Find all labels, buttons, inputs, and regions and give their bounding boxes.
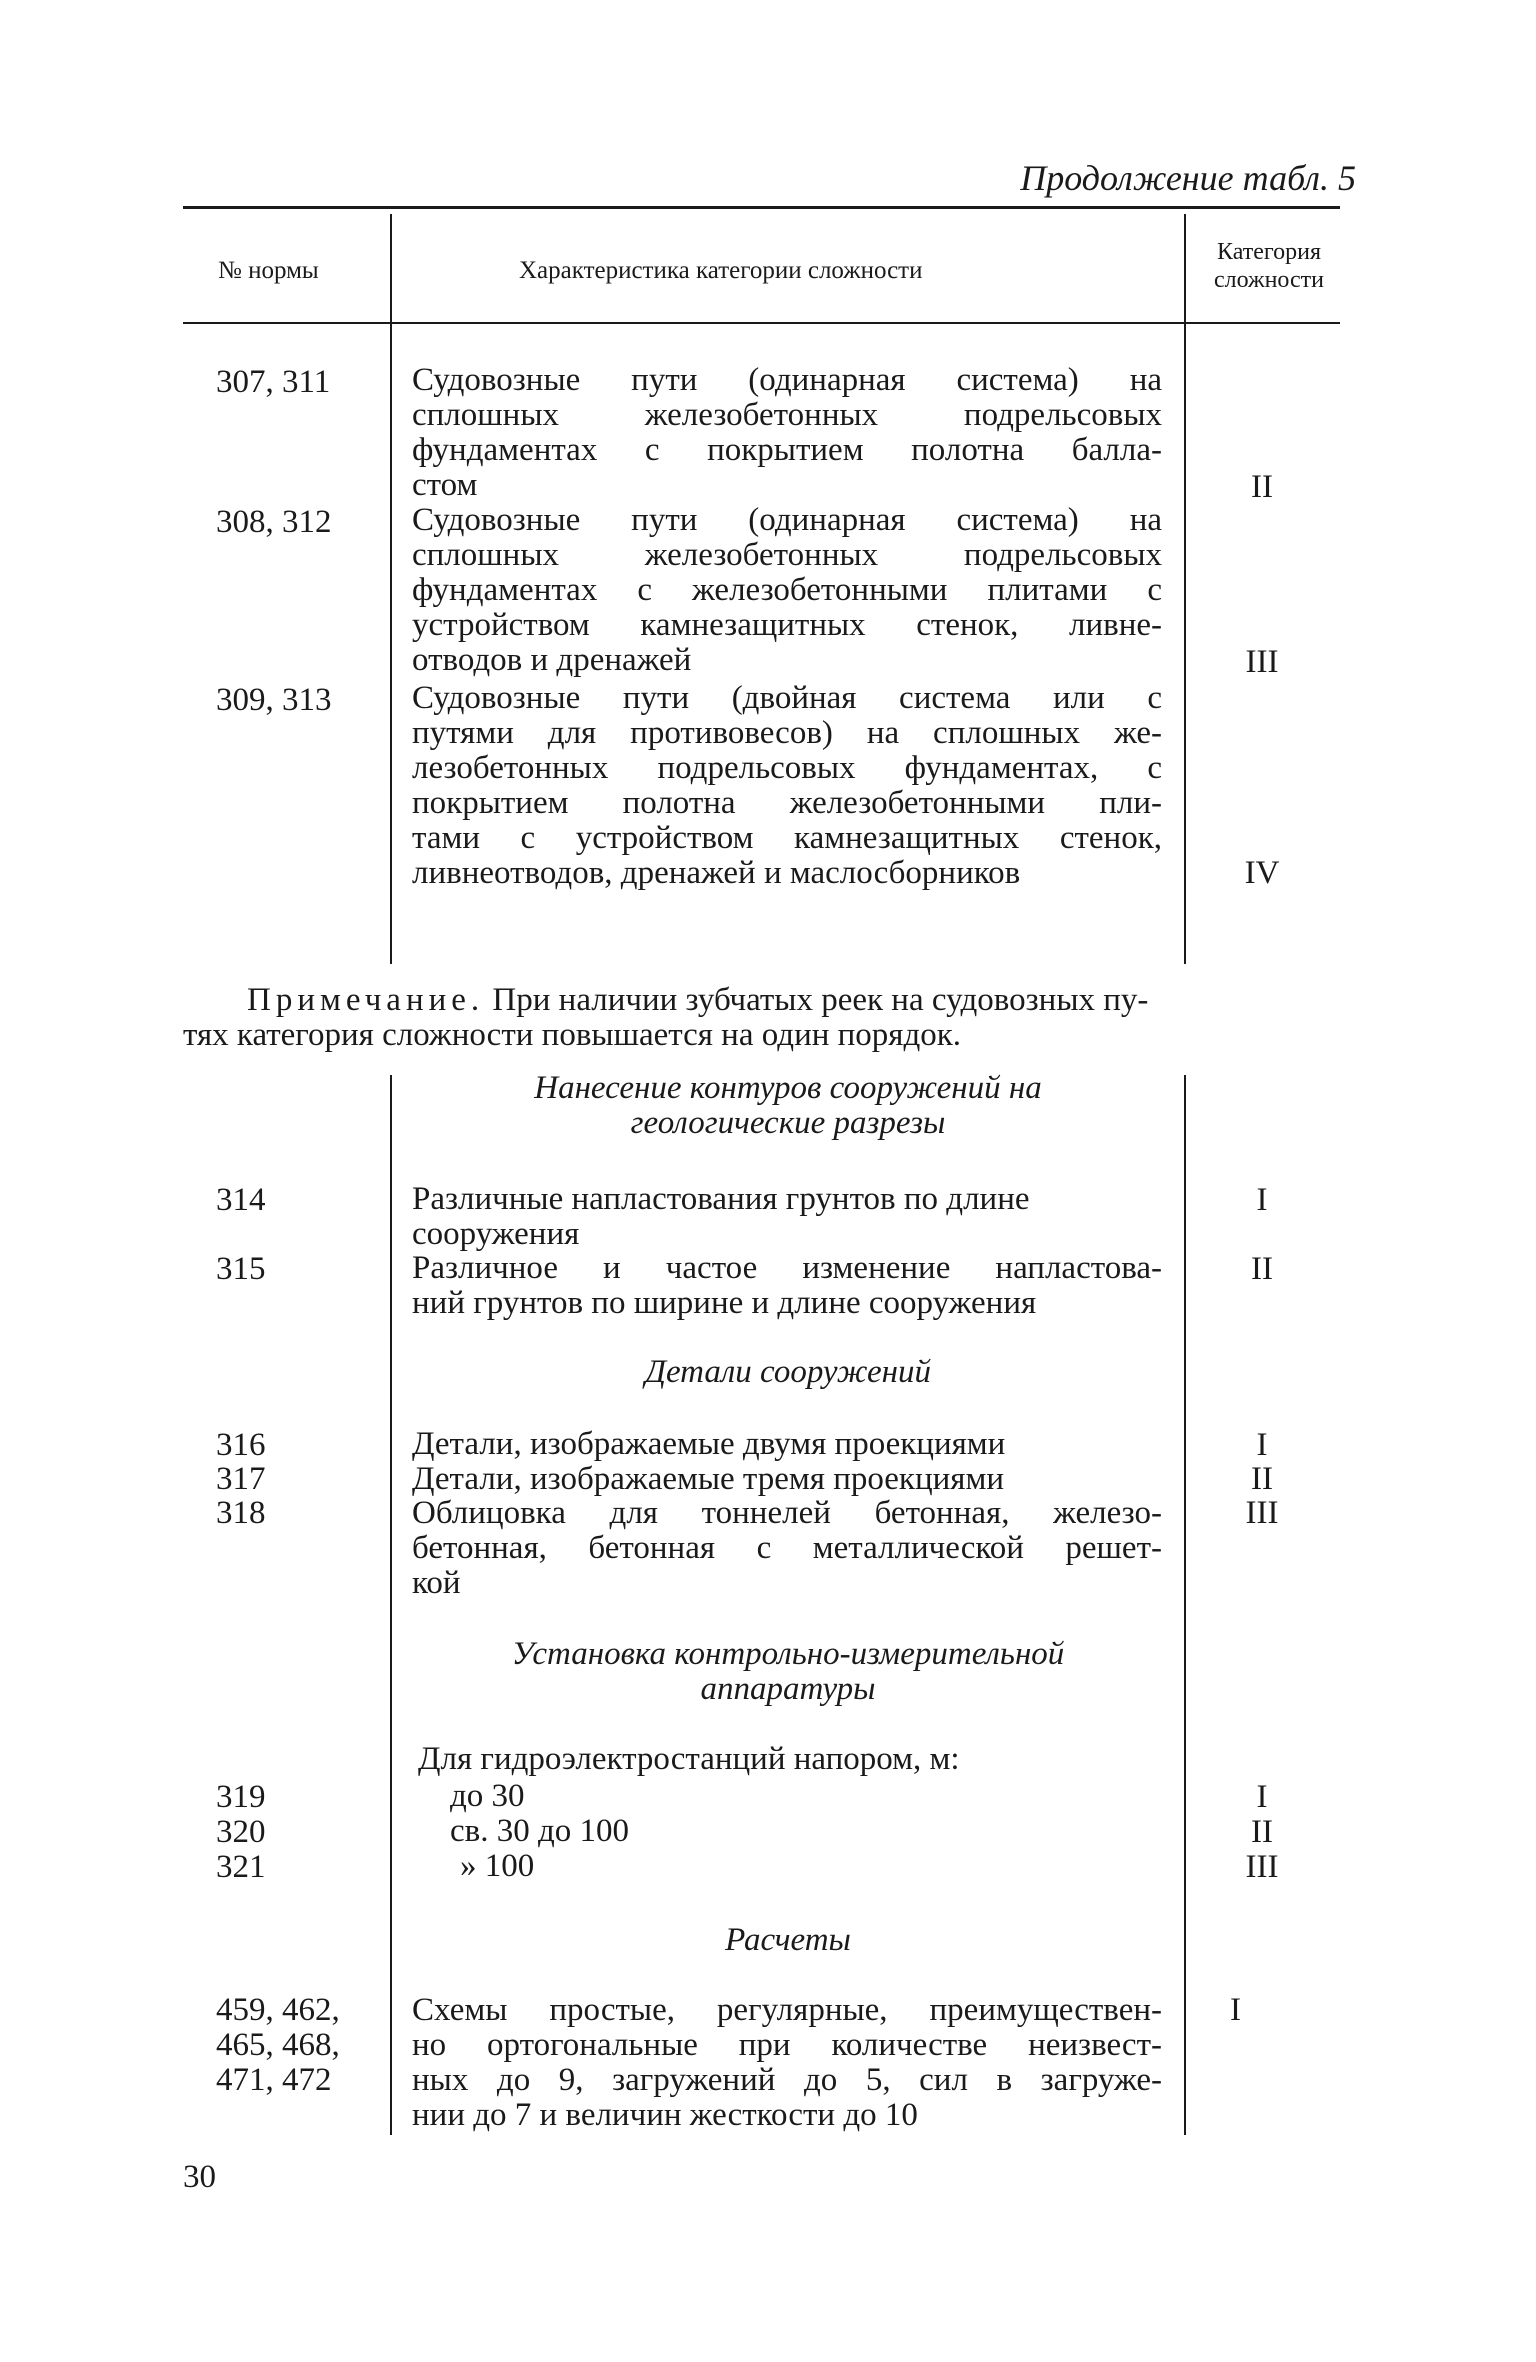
category-cell: III [1245,1849,1279,1885]
section-heading-calculations: Расчеты [725,1922,851,1958]
norm-cell: 317 [216,1461,266,1497]
category-cell: I [1256,1182,1268,1218]
norm-line: 465, 468, [216,2027,340,2063]
section-heading-line: Нанесение контуров сооружений на [534,1070,1042,1106]
desc-line: тами с устройством камнезащитных стенок, [412,820,1162,856]
category-cell: II [1251,1251,1273,1287]
norm-line: 471, 472 [216,2062,332,2098]
block2-left-rule [390,1075,392,2135]
header-category [1198,238,1340,294]
norm-cell: 309, 313 [216,682,332,718]
header-characteristic: Характеристика категории сложности [519,257,923,284]
desc-cell: до 30 [450,1778,525,1814]
page-number: 30 [183,2159,216,2195]
desc-line: покрытием полотна железобетонными пли- [412,785,1162,821]
norm-line: 459, 462, [216,1992,340,2028]
desc-line: нии до 7 и величин жесткости до 10 [412,2097,918,2133]
desc-line: сооружения [412,1216,580,1252]
desc-cell [412,1182,1162,1252]
header-category-line1: Категория [1217,239,1321,265]
table-caption: Продолжение табл. 5 [1020,158,1356,198]
desc-line: бетонная, бетонная с металлической решет- [412,1530,1162,1566]
category-cell: III [1245,644,1279,680]
norm-cell: 307, 311 [216,364,331,400]
desc-cell [412,1496,1162,1601]
desc-line: ний грунтов по ширине и длине сооружения [412,1285,1037,1321]
category-cell: IV [1244,855,1280,891]
desc-line: Судовозные пути (одинарная система) на [412,362,1162,398]
desc-line: но ортогональные при количестве неизвест- [412,2027,1162,2063]
norm-cell: 315 [216,1251,266,1287]
block1-right-rule [1184,214,1186,964]
desc-line: Различные напластования грунтов по длине [412,1181,1030,1217]
norm-cell: 320 [216,1814,266,1850]
norm-cell: 316 [216,1427,266,1463]
desc-line: ных до 9, загружений до 5, сил в загруже- [412,2062,1162,2098]
note-text: При наличии зубчатых реек на судовозных пу- [484,982,1149,1018]
category-cell: II [1251,469,1273,505]
desc-cell [412,363,1162,503]
desc-line: отводов и дренажей [412,642,692,678]
desc-line: Судовозные пути (одинарная система) на [412,502,1162,538]
desc-cell: Детали, изображаемые двумя проекциями [412,1426,1006,1462]
header-category-line2: сложности [1213,267,1325,293]
category-cell: I [1230,1992,1241,2028]
desc-cell: » 100 [460,1848,535,1884]
section-heading-instruments [392,1637,1184,1707]
section-heading-line: геологические разрезы [630,1105,946,1141]
intro-line: Для гидроэлектростанций напором, м: [418,1741,960,1777]
desc-cell [412,681,1162,891]
desc-line: устройством камнезащитных стенок, ливне- [412,607,1162,643]
desc-line: сплошных железобетонных подрельсовых [412,537,1162,573]
category-cell: I [1256,1427,1268,1463]
norm-cell: 314 [216,1182,266,1218]
desc-line: Судовозные пути (двойная система или с [412,680,1162,716]
note-label: Примечание. [247,982,485,1018]
desc-line: ливнеотводов, дренажей и маслосборников [412,855,1021,891]
desc-line: кой [412,1565,461,1601]
category-cell: II [1251,1461,1273,1497]
category-cell: II [1251,1814,1273,1850]
desc-line: сплошных железобетонных подрельсовых [412,397,1162,433]
desc-line: фундаментах с покрытием полотна балла- [412,432,1162,468]
block1-left-rule [390,214,392,964]
desc-line: стом [412,467,478,503]
section-heading-line: Установка контрольно-измерительной [511,1636,1065,1672]
note [247,983,1148,1018]
section-heading-line: аппаратуры [700,1671,876,1707]
desc-line: путями для противовесов) на сплошных же- [412,715,1162,751]
desc-cell: Детали, изображаемые тремя проекциями [412,1461,1005,1497]
header-top-rule [183,206,1340,209]
desc-cell [412,1993,1162,2133]
section-heading-details: Детали сооружений [644,1354,932,1390]
desc-cell: св. 30 до 100 [450,1813,630,1849]
category-cell: I [1256,1779,1268,1815]
block2-right-rule [1184,1075,1186,2135]
desc-line: Различное и частое изменение напластова- [412,1250,1162,1286]
norm-cell [216,1993,340,2098]
norm-cell: 319 [216,1779,266,1815]
header-norm: № нормы [218,257,319,284]
norm-cell: 318 [216,1495,266,1531]
norm-cell: 308, 312 [216,504,332,540]
norm-cell: 321 [216,1849,266,1885]
category-cell: III [1245,1495,1279,1531]
desc-cell [412,1251,1162,1321]
desc-line: Схемы простые, регулярные, преимуществен- [412,1992,1162,2028]
desc-cell [412,503,1162,678]
desc-line: лезобетонных подрельсовых фундаментах, с [412,750,1162,786]
desc-line: фундаментах с железобетонными плитами с [412,572,1162,608]
note-line2: тях категория сложности повышается на один порядок. [183,1017,962,1053]
section-heading-contours [392,1071,1184,1141]
header-bottom-rule [183,322,1340,324]
desc-line: Облицовка для тоннелей бетонная, железо- [412,1495,1162,1531]
